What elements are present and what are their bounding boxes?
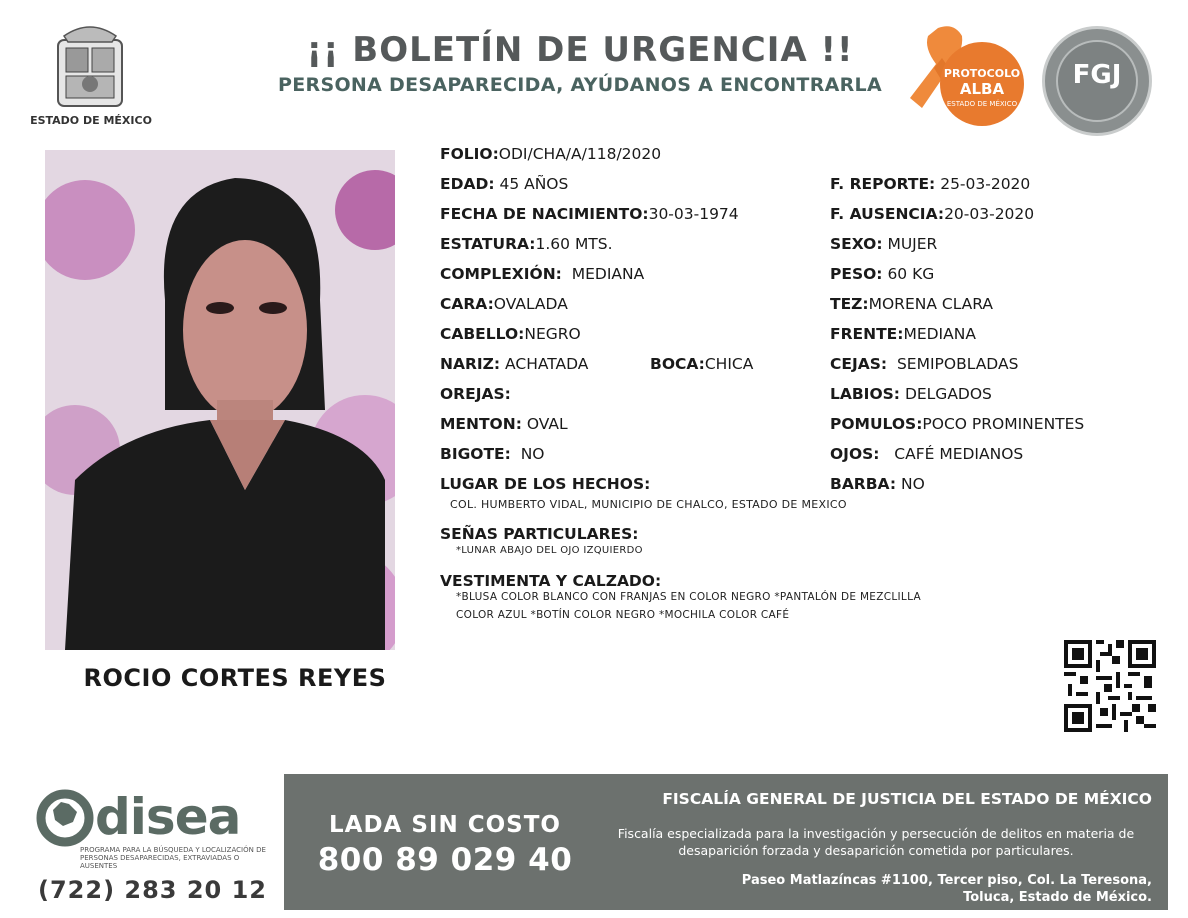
- field-frente: [830, 325, 976, 343]
- field-label: BARBA:: [830, 475, 897, 493]
- field-value: MEDIANA: [571, 265, 645, 283]
- page-title: ¡¡ BOLETÍN DE URGENCIA !!: [306, 30, 854, 70]
- field-freporte: [830, 175, 1030, 193]
- vestimenta-line1: *BLUSA COLOR BLANCO CON FRANJAS EN COLOR NEGRO *PANTALÓN DE MEZCLILLA: [456, 591, 921, 603]
- field-value: MEDIANA: [903, 325, 976, 343]
- odisea-description: PROGRAMA PARA LA BÚSQUEDA Y LOCALIZACIÓN DE PERSONAS DESAPARECIDAS, EXTRAVIADAS O AUSENTES: [80, 846, 266, 870]
- field-cara: [440, 295, 568, 313]
- field-label: TEZ:: [830, 295, 869, 313]
- field-label: PESO:: [830, 265, 883, 283]
- field-label: CEJAS:: [830, 355, 888, 373]
- field-value: ACHATADA: [505, 355, 589, 373]
- field-value: 30-03-1974: [648, 205, 739, 223]
- field-senas: [440, 525, 639, 543]
- field-peso: [830, 265, 934, 283]
- field-estatura: [440, 235, 613, 253]
- field-label: F. AUSENCIA:: [830, 205, 945, 223]
- field-label: ESTATURA:: [440, 235, 536, 253]
- field-value: NEGRO: [524, 325, 581, 343]
- odisea-phone: (722) 283 20 12: [38, 876, 267, 904]
- field-complexion: [440, 265, 644, 283]
- field-ojos: [830, 445, 1023, 463]
- field-label: EDAD:: [440, 175, 495, 193]
- field-vestimenta: [440, 572, 661, 590]
- field-label: MENTON:: [440, 415, 522, 433]
- field-pomulos: [830, 415, 1084, 433]
- field-label: POMULOS:: [830, 415, 923, 433]
- field-nacimiento: [440, 205, 739, 223]
- person-photo: [45, 150, 395, 650]
- field-lugar: [440, 475, 650, 493]
- field-fausencia: [830, 205, 1034, 223]
- odisea-logo-icon: [35, 788, 95, 848]
- field-sexo: [830, 235, 937, 253]
- field-value: POCO PROMINENTES: [922, 415, 1085, 433]
- field-value: OVAL: [526, 415, 568, 433]
- field-value: CAFÉ MEDIANOS: [894, 445, 1024, 463]
- field-label: OREJAS:: [440, 385, 511, 403]
- field-value: 1.60 MTS.: [535, 235, 613, 253]
- field-label: FOLIO:: [440, 145, 499, 163]
- field-label: VESTIMENTA Y CALZADO:: [440, 572, 662, 590]
- field-label: CABELLO:: [440, 325, 525, 343]
- field-label: FRENTE:: [830, 325, 904, 343]
- field-value: 20-03-2020: [944, 205, 1035, 223]
- field-value: MUJER: [887, 235, 938, 253]
- qr-code[interactable]: [1064, 640, 1156, 732]
- vestimenta-line2: COLOR AZUL *BOTÍN COLOR NEGRO *MOCHILA COLOR CAFÉ: [456, 609, 790, 621]
- field-label: CARA:: [440, 295, 494, 313]
- field-label: SEXO:: [830, 235, 883, 253]
- alba-label-protocolo: PROTOCOLO: [943, 67, 1021, 80]
- fgj-footer-title: FISCALÍA GENERAL DE JUSTICIA DEL ESTADO DE MÉXICO: [662, 790, 1152, 808]
- field-value: DELGADOS: [904, 385, 992, 403]
- field-value: NO: [900, 475, 925, 493]
- senas-value: *LUNAR ABAJO DEL OJO IZQUIERDO: [456, 545, 643, 556]
- field-cabello: [440, 325, 581, 343]
- field-value: CHICA: [704, 355, 754, 373]
- field-labios: [830, 385, 992, 403]
- field-edad: [440, 175, 568, 193]
- field-label: FECHA DE NACIMIENTO:: [440, 205, 649, 223]
- field-label: OJOS:: [830, 445, 880, 463]
- field-tez: [830, 295, 993, 313]
- fgj-address-line2: Toluca, Estado de México.: [963, 890, 1152, 905]
- person-name: ROCIO CORTES REYES: [83, 664, 387, 692]
- field-orejas: [440, 385, 511, 403]
- field-label: BOCA:: [650, 355, 705, 373]
- fgj-logo-text: FGJ: [1072, 60, 1122, 90]
- field-value: 45 AÑOS: [499, 175, 569, 193]
- field-value: 60 KG: [887, 265, 935, 283]
- field-label: LUGAR DE LOS HECHOS:: [440, 475, 651, 493]
- state-seal-icon: [50, 18, 130, 110]
- fgj-footer-description: Fiscalía especializada para la investigación y persecución de delitos en materia de desaparición forzada y desaparición cometida por particulares.: [617, 826, 1135, 858]
- field-nariz: [440, 355, 588, 373]
- field-value: OVALADA: [493, 295, 568, 313]
- lada-label: LADA SIN COSTO: [329, 812, 561, 838]
- field-menton: [440, 415, 568, 433]
- field-label: LABIOS:: [830, 385, 900, 403]
- field-label: SEÑAS PARTICULARES:: [440, 525, 639, 543]
- field-label: NARIZ:: [440, 355, 501, 373]
- field-barba: [830, 475, 925, 493]
- field-value: NO: [520, 445, 545, 463]
- alba-label-alba: ALBA: [959, 80, 1005, 98]
- field-label: BIGOTE:: [440, 445, 511, 463]
- field-label: COMPLEXIÓN:: [440, 265, 562, 283]
- field-value: 25-03-2020: [940, 175, 1031, 193]
- odisea-logo-text: disea: [95, 788, 241, 846]
- state-name: ESTADO DE MÉXICO: [30, 114, 152, 127]
- field-bigote: [440, 445, 545, 463]
- lada-phone-number[interactable]: 800 89 029 40: [317, 842, 573, 878]
- field-cejas: [830, 355, 1018, 373]
- field-value: SEMIPOBLADAS: [896, 355, 1019, 373]
- field-value: ODI/CHA/A/118/2020: [498, 145, 662, 163]
- fgj-address-line1: Paseo Matlazíncas #1100, Tercer piso, Col. La Teresona,: [741, 873, 1152, 888]
- page-subtitle: PERSONA DESAPARECIDA, AYÚDANOS A ENCONTRARLA: [278, 74, 882, 96]
- field-folio: [440, 145, 661, 163]
- field-value: MORENA CLARA: [868, 295, 994, 313]
- lugar-value: COL. HUMBERTO VIDAL, MUNICIPIO DE CHALCO, ESTADO DE MEXICO: [450, 498, 847, 511]
- alba-label-estado: ESTADO DE MÉXICO: [946, 100, 1018, 108]
- field-boca: [650, 355, 753, 373]
- field-label: F. REPORTE:: [830, 175, 936, 193]
